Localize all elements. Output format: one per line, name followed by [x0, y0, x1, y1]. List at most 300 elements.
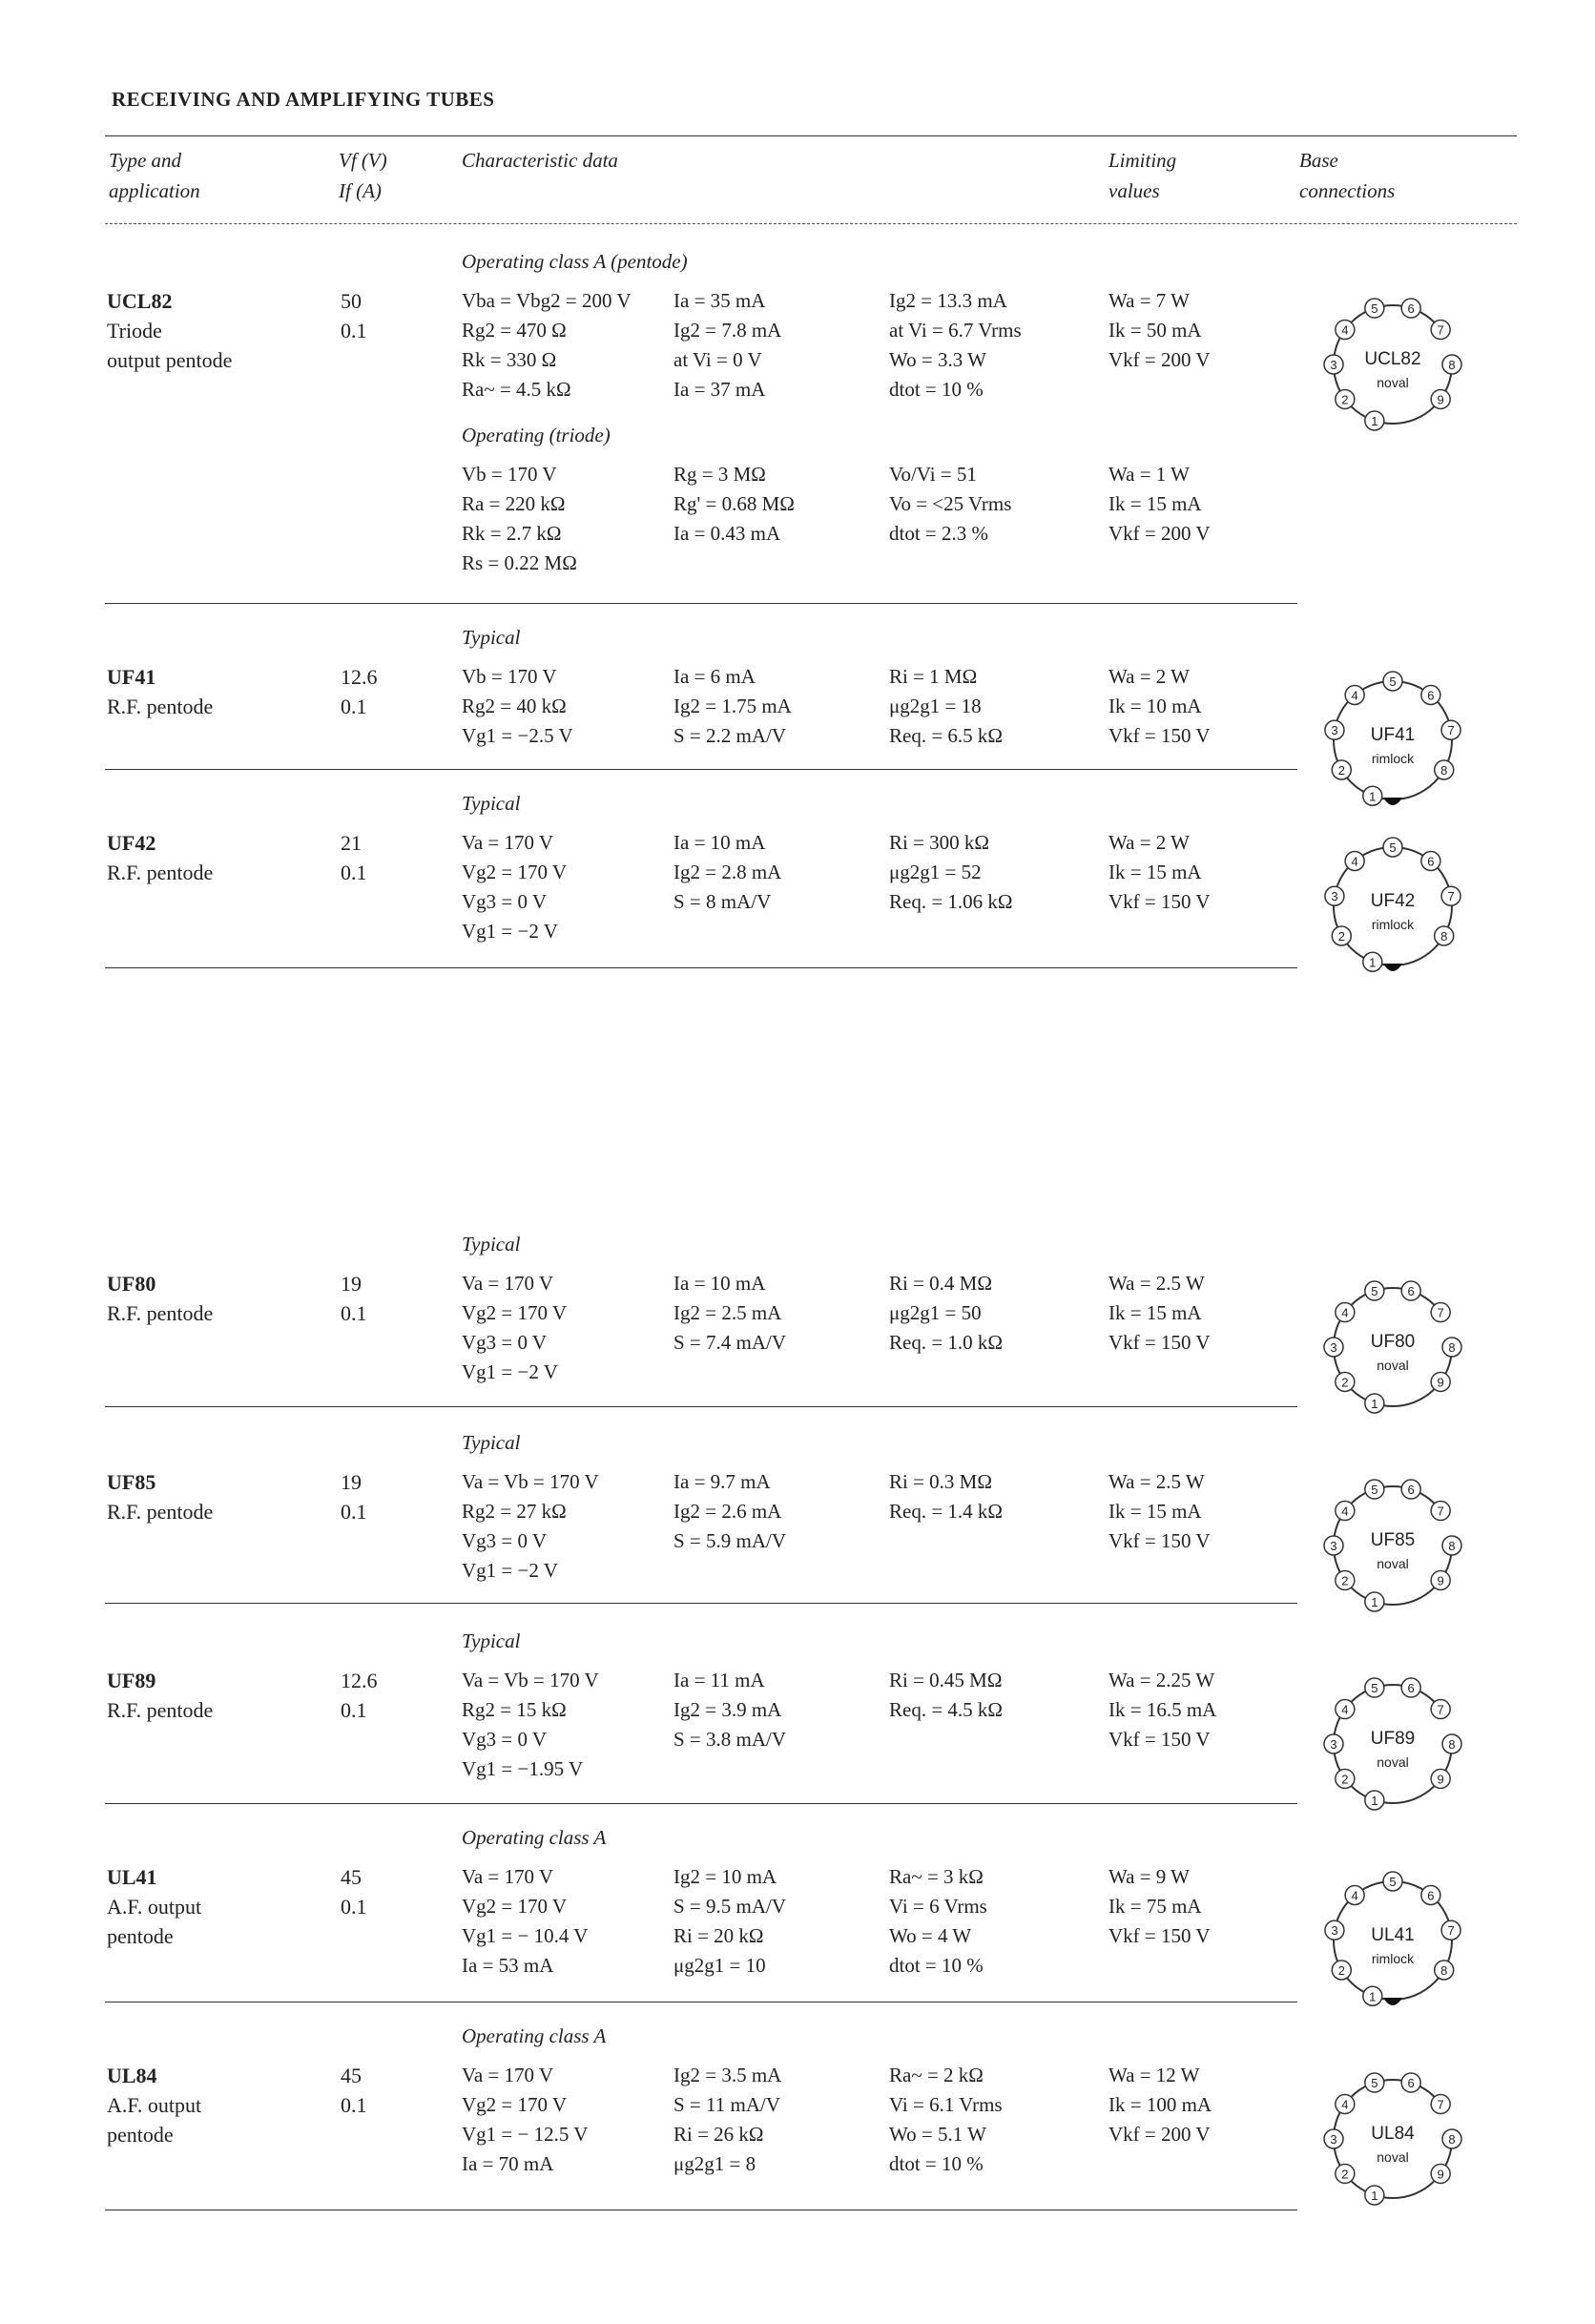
data-value: Ia = 6 mA: [673, 665, 756, 688]
data-value: Vo/Vi = 51: [889, 463, 977, 486]
svg-text:3: 3: [1330, 1539, 1337, 1553]
data-value: Ia = 11 mA: [673, 1669, 765, 1691]
svg-text:7: 7: [1447, 723, 1455, 738]
data-value: Rs = 0.22 MΩ: [462, 551, 577, 574]
tube-name: UL41: [107, 1865, 157, 1889]
data-column-1: [462, 1269, 567, 1387]
data-value: dtot = 10 %: [889, 1954, 984, 1977]
pin-1: [1365, 1592, 1384, 1611]
svg-text:4: 4: [1351, 854, 1358, 869]
data-column-4: [1108, 286, 1211, 375]
tube-type: [107, 662, 213, 721]
data-value: S = 2.2 mA/V: [673, 724, 787, 747]
data-value: at Vi = 0 V: [673, 348, 762, 371]
pin-8: [1442, 1734, 1461, 1753]
base-diagram-ul41: [1297, 1845, 1488, 2036]
data-value: Vkf = 150 V: [1108, 724, 1211, 747]
heater-voltage: 12.6: [341, 665, 378, 689]
svg-text:1: 1: [1369, 789, 1377, 804]
data-value: S = 11 mA/V: [673, 2093, 780, 2116]
pin-1: [1365, 1791, 1384, 1810]
data-value: S = 7.4 mA/V: [673, 1331, 787, 1354]
pin-5: [1365, 2073, 1384, 2092]
data-column-3: [889, 828, 1013, 917]
tube-name: UF41: [107, 665, 156, 689]
heater-values: [341, 1467, 367, 1526]
svg-text:2: 2: [1337, 763, 1345, 778]
pin-8: [1435, 1961, 1454, 1980]
data-value: Ig2 = 13.3 mA: [889, 289, 1007, 312]
data-value: Vkf = 150 V: [1108, 1331, 1211, 1354]
svg-text:6: 6: [1407, 1284, 1415, 1299]
data-value: Ra~ = 4.5 kΩ: [462, 378, 571, 401]
pin-6: [1421, 1886, 1440, 1905]
pin-3: [1325, 1920, 1344, 1940]
svg-text:3: 3: [1331, 889, 1338, 904]
tube-name: UF85: [107, 1470, 156, 1494]
pin-8: [1435, 926, 1454, 945]
pin-7: [1431, 1303, 1450, 1322]
heater-current: 0.1: [341, 1895, 367, 1919]
data-value: Va = Vb = 170 V: [462, 1470, 599, 1493]
pin-8: [1442, 1338, 1461, 1357]
data-value: Ig2 = 3.5 mA: [673, 2064, 782, 2086]
data-column-1: [462, 1467, 599, 1586]
svg-text:1: 1: [1369, 1989, 1377, 2004]
header-bottom-rule: [105, 223, 1517, 224]
data-column-1: [462, 828, 567, 946]
data-value: Vkf = 200 V: [1108, 2123, 1211, 2146]
data-value: dtot = 10 %: [889, 378, 984, 401]
heater-values: [341, 2061, 367, 2120]
operating-label: Operating class A: [462, 1826, 607, 1849]
heater-current: 0.1: [341, 695, 367, 718]
tube-application: R.F. pentode: [107, 861, 214, 884]
data-value: Wa = 12 W: [1108, 2064, 1200, 2086]
data-column-4: [1108, 1269, 1211, 1358]
header-top-rule: [105, 135, 1517, 136]
pin-4: [1345, 686, 1364, 705]
data-value: Vg1 = −2 V: [462, 920, 558, 943]
data-value: S = 5.9 mA/V: [673, 1529, 787, 1552]
tube-type: [107, 828, 213, 887]
heater-voltage: 12.6: [341, 1669, 378, 1692]
data-value: Ig2 = 10 mA: [673, 1865, 777, 1888]
tube-application: R.F. pentode: [107, 1301, 214, 1325]
base-tube-label: UCL82: [1364, 349, 1421, 369]
data-value: Wa = 2.5 W: [1108, 1470, 1205, 1493]
pin-9: [1431, 1372, 1450, 1391]
tube-type: [107, 1467, 213, 1526]
svg-text:2: 2: [1341, 1375, 1349, 1390]
base-tube-label: UF89: [1370, 1729, 1416, 1749]
operating-label: Typical: [462, 792, 521, 815]
base-type-label: rimlock: [1371, 751, 1415, 766]
tube-type: [107, 286, 232, 375]
base-diagram-ul84: [1297, 2044, 1488, 2234]
svg-text:1: 1: [1369, 955, 1377, 970]
pin-2: [1332, 1961, 1351, 1980]
data-column-3: [889, 2061, 1003, 2179]
base-diagram-uf42: [1297, 811, 1488, 1002]
pin-2: [1336, 389, 1355, 408]
data-column-2: [673, 460, 795, 549]
data-value: Ig2 = 7.8 mA: [673, 319, 782, 342]
pin-2: [1336, 1372, 1355, 1391]
data-value: Wo = 3.3 W: [889, 348, 986, 371]
pin-8: [1442, 2129, 1461, 2148]
svg-text:8: 8: [1440, 763, 1448, 778]
heater-values: [341, 1269, 367, 1328]
pin-1: [1365, 411, 1384, 430]
heater-values: [341, 662, 378, 721]
data-column-1: [462, 286, 632, 405]
data-column-2: [673, 286, 781, 405]
base-type-label: noval: [1377, 2149, 1409, 2165]
data-value: Rg2 = 470 Ω: [462, 319, 567, 342]
svg-text:6: 6: [1407, 1681, 1415, 1696]
svg-text:2: 2: [1337, 929, 1345, 944]
data-value: Vba = Vbg2 = 200 V: [462, 289, 632, 312]
svg-text:4: 4: [1351, 1888, 1358, 1903]
pin-6: [1401, 1480, 1420, 1499]
tube-application: A.F. output: [107, 2093, 202, 2117]
svg-text:9: 9: [1437, 1772, 1444, 1787]
data-value: Vkf = 200 V: [1108, 348, 1211, 371]
svg-text:4: 4: [1341, 1504, 1349, 1519]
svg-text:4: 4: [1351, 688, 1358, 703]
pin-5: [1383, 672, 1402, 691]
data-value: Vb = 170 V: [462, 463, 557, 486]
svg-text:6: 6: [1407, 301, 1415, 317]
data-value: Va = 170 V: [462, 2064, 554, 2086]
data-value: Ik = 15 mA: [1108, 492, 1202, 515]
pin-9: [1431, 1570, 1450, 1589]
pin-2: [1336, 1570, 1355, 1589]
data-column-3: [889, 662, 1003, 751]
data-value: Ik = 15 mA: [1108, 1500, 1202, 1523]
data-value: Vg3 = 0 V: [462, 1331, 548, 1354]
tube-application: R.F. pentode: [107, 1698, 214, 1722]
pin-3: [1324, 1536, 1343, 1555]
svg-text:6: 6: [1427, 688, 1435, 703]
pin-1: [1363, 952, 1382, 971]
tube-name: UF89: [107, 1669, 156, 1692]
header-characteristic: Characteristic data: [462, 149, 618, 172]
tube-type: [107, 1666, 213, 1725]
heater-current: 0.1: [341, 2093, 367, 2117]
pin-7: [1431, 1700, 1450, 1719]
pin-3: [1325, 886, 1344, 905]
pin-9: [1431, 2164, 1450, 2183]
svg-text:2: 2: [1341, 1772, 1349, 1787]
base-diagram-uf41: [1297, 645, 1488, 836]
tube-name: UF80: [107, 1272, 156, 1296]
data-value: Ig2 = 2.6 mA: [673, 1500, 782, 1523]
data-value: Vo = <25 Vrms: [889, 492, 1012, 515]
data-value: Ig2 = 1.75 mA: [673, 695, 792, 717]
pin-6: [1401, 1678, 1420, 1697]
svg-text:8: 8: [1440, 1963, 1448, 1978]
section-rule: [105, 603, 1297, 604]
pin-4: [1336, 2095, 1355, 2114]
base-tube-label: UL84: [1371, 2124, 1415, 2144]
data-value: Wa = 1 W: [1108, 463, 1190, 486]
data-value: Vg2 = 170 V: [462, 1301, 568, 1324]
svg-text:9: 9: [1437, 1573, 1444, 1588]
rimlock-key: [1383, 1998, 1402, 2005]
data-value: Wo = 4 W: [889, 1924, 972, 1947]
data-value: Wa = 2 W: [1108, 831, 1190, 854]
data-value: μg2g1 = 8: [673, 2152, 756, 2175]
base-type-label: noval: [1377, 1754, 1409, 1770]
svg-text:5: 5: [1371, 1483, 1378, 1498]
svg-text:6: 6: [1427, 854, 1435, 869]
svg-text:3: 3: [1331, 1923, 1338, 1939]
pin-4: [1345, 1886, 1364, 1905]
data-value: S = 8 mA/V: [673, 890, 772, 913]
data-value: Ia = 10 mA: [673, 1272, 766, 1295]
operating-label: Typical: [462, 1431, 521, 1454]
pin-4: [1345, 852, 1364, 871]
data-column-4: [1108, 460, 1211, 549]
pin-7: [1431, 321, 1450, 340]
pin-8: [1442, 1536, 1461, 1555]
svg-text:5: 5: [1389, 1875, 1397, 1889]
data-column-2: [673, 1666, 786, 1754]
data-value: Ia = 0.43 mA: [673, 522, 781, 545]
data-value: Ia = 35 mA: [673, 289, 766, 312]
data-value: Ik = 10 mA: [1108, 695, 1202, 717]
data-column-2: [673, 2061, 781, 2179]
base-tube-label: UF85: [1370, 1530, 1416, 1550]
data-value: Vg3 = 0 V: [462, 890, 548, 913]
pin-4: [1336, 1700, 1355, 1719]
data-column-1: [462, 460, 577, 578]
svg-text:3: 3: [1330, 2132, 1337, 2147]
data-value: Req. = 1.0 kΩ: [889, 1331, 1004, 1354]
svg-text:8: 8: [1448, 1539, 1456, 1553]
svg-text:5: 5: [1371, 2076, 1378, 2091]
header-vf: Vf (V) If (A): [339, 149, 387, 202]
data-column-3: [889, 286, 1022, 405]
svg-text:9: 9: [1437, 392, 1444, 407]
data-value: Wa = 2.5 W: [1108, 1272, 1205, 1295]
pin-1: [1365, 2186, 1384, 2205]
data-value: Ra~ = 3 kΩ: [889, 1865, 984, 1888]
data-value: Ra~ = 2 kΩ: [889, 2064, 984, 2086]
tube-application: A.F. output: [107, 1895, 202, 1919]
rimlock-key: [1383, 964, 1402, 971]
pin-6: [1401, 299, 1420, 318]
data-value: Rg = 3 MΩ: [673, 463, 766, 486]
section-rule: [105, 1406, 1297, 1407]
pin-3: [1324, 1338, 1343, 1357]
pin-2: [1332, 760, 1351, 779]
svg-text:1: 1: [1371, 1793, 1378, 1808]
heater-voltage: 19: [341, 1272, 362, 1296]
data-value: Ri = 0.45 MΩ: [889, 1669, 1003, 1691]
data-value: Ia = 10 mA: [673, 831, 766, 854]
data-value: Vi = 6 Vrms: [889, 1895, 987, 1918]
data-column-3: [889, 460, 1011, 549]
section-rule: [105, 1803, 1297, 1804]
heater-current: 0.1: [341, 1698, 367, 1722]
data-value: Vg3 = 0 V: [462, 1728, 548, 1751]
data-value: Vg2 = 170 V: [462, 2093, 568, 2116]
tube-application: pentode: [107, 2123, 174, 2147]
svg-text:1: 1: [1371, 1594, 1378, 1609]
data-column-2: [673, 1269, 786, 1358]
data-value: Vg1 = − 12.5 V: [462, 2123, 589, 2146]
tube-type: [107, 1269, 213, 1328]
svg-text:1: 1: [1371, 413, 1378, 428]
section-rule: [105, 967, 1297, 968]
pin-5: [1383, 838, 1402, 857]
base-type-label: noval: [1377, 1556, 1409, 1571]
data-value: Vb = 170 V: [462, 665, 557, 688]
data-value: μg2g1 = 52: [889, 861, 982, 883]
data-value: Req. = 4.5 kΩ: [889, 1698, 1004, 1721]
pin-4: [1336, 321, 1355, 340]
pin-1: [1363, 786, 1382, 805]
base-diagram-uf89: [1297, 1649, 1488, 1839]
pin-6: [1401, 1281, 1420, 1300]
svg-text:7: 7: [1437, 1305, 1444, 1320]
svg-text:4: 4: [1341, 2097, 1349, 2112]
svg-text:7: 7: [1437, 1504, 1444, 1519]
data-column-1: [462, 1666, 599, 1784]
pin-5: [1383, 1872, 1402, 1891]
svg-text:3: 3: [1330, 1340, 1337, 1355]
tube-application: R.F. pentode: [107, 1500, 214, 1524]
data-column-2: [673, 1862, 786, 1981]
rimlock-key: [1383, 798, 1402, 805]
data-value: Vkf = 200 V: [1108, 522, 1211, 545]
data-column-2: [673, 1467, 786, 1556]
pin-2: [1336, 1769, 1355, 1788]
pin-2: [1336, 2164, 1355, 2183]
pin-9: [1431, 1769, 1450, 1788]
svg-text:1: 1: [1371, 1396, 1378, 1411]
data-value: Vkf = 150 V: [1108, 1529, 1211, 1552]
operating-label: Operating class A: [462, 2024, 607, 2047]
data-value: at Vi = 6.7 Vrms: [889, 319, 1022, 342]
data-value: Ri = 0.4 MΩ: [889, 1272, 992, 1295]
svg-text:4: 4: [1341, 1305, 1349, 1320]
heater-values: [341, 286, 367, 345]
data-value: Rg2 = 40 kΩ: [462, 695, 567, 717]
svg-text:2: 2: [1341, 2167, 1349, 2182]
data-value: Rg' = 0.68 MΩ: [673, 492, 795, 515]
base-tube-label: UF80: [1370, 1332, 1416, 1352]
svg-text:5: 5: [1389, 674, 1397, 689]
svg-text:3: 3: [1331, 723, 1338, 738]
tube-application: R.F. pentode: [107, 695, 214, 718]
data-value: Rk = 2.7 kΩ: [462, 522, 562, 545]
data-value: Vg1 = −2 V: [462, 1360, 558, 1383]
svg-text:7: 7: [1447, 889, 1455, 904]
base-type-label: rimlock: [1371, 1951, 1415, 1966]
base-type-label: rimlock: [1371, 917, 1415, 932]
heater-current: 0.1: [341, 1301, 367, 1325]
page-title: RECEIVING AND AMPLIFYING TUBES: [112, 88, 495, 111]
data-column-4: [1108, 828, 1211, 917]
header-limiting: Limiting values: [1108, 149, 1177, 202]
base-type-label: noval: [1377, 1358, 1409, 1373]
svg-text:5: 5: [1389, 840, 1397, 855]
data-value: μg2g1 = 10: [673, 1954, 766, 1977]
data-value: Ri = 0.3 MΩ: [889, 1470, 992, 1493]
pin-2: [1332, 926, 1351, 945]
tube-application: Triode: [107, 319, 162, 342]
pin-6: [1421, 686, 1440, 705]
data-column-3: [889, 1862, 987, 1981]
data-value: Va = 170 V: [462, 831, 554, 854]
data-value: Wa = 2.25 W: [1108, 1669, 1215, 1691]
section-rule: [105, 769, 1297, 770]
data-value: Vg1 = −2 V: [462, 1559, 558, 1582]
svg-text:4: 4: [1341, 322, 1349, 338]
heater-voltage: 45: [341, 2064, 362, 2087]
pin-7: [1441, 886, 1460, 905]
data-column-4: [1108, 1666, 1216, 1754]
data-value: Rg2 = 15 kΩ: [462, 1698, 567, 1721]
base-tube-label: UL41: [1371, 1925, 1415, 1945]
data-column-3: [889, 1467, 1003, 1526]
svg-text:1: 1: [1371, 2188, 1378, 2203]
svg-text:2: 2: [1337, 1963, 1345, 1978]
data-value: Ia = 9.7 mA: [673, 1470, 771, 1493]
data-value: Rk = 330 Ω: [462, 348, 557, 371]
heater-current: 0.1: [341, 319, 367, 342]
data-value: dtot = 10 %: [889, 2152, 984, 2175]
data-value: Req. = 1.06 kΩ: [889, 890, 1013, 913]
tube-name: UF42: [107, 831, 156, 855]
data-value: Req. = 1.4 kΩ: [889, 1500, 1004, 1523]
data-value: Ig2 = 2.5 mA: [673, 1301, 782, 1324]
heater-voltage: 19: [341, 1470, 362, 1494]
pin-4: [1336, 1502, 1355, 1521]
operating-label: Operating class A (pentode): [462, 250, 688, 273]
data-value: Ig2 = 2.8 mA: [673, 861, 782, 883]
header-type: Type and application: [109, 149, 200, 202]
data-value: Vg1 = − 10.4 V: [462, 1924, 589, 1947]
svg-text:6: 6: [1407, 1483, 1415, 1498]
data-value: Ia = 70 mA: [462, 2152, 554, 2175]
data-value: Vg1 = −2.5 V: [462, 724, 573, 747]
tube-type: [107, 2061, 201, 2149]
svg-text:5: 5: [1371, 1284, 1378, 1299]
svg-text:5: 5: [1371, 1681, 1378, 1696]
data-value: Va = 170 V: [462, 1272, 554, 1295]
section-rule: [105, 1603, 1297, 1604]
pin-1: [1363, 1986, 1382, 2005]
data-value: Vkf = 150 V: [1108, 1924, 1211, 1947]
data-value: Ik = 100 mA: [1108, 2093, 1212, 2116]
svg-text:7: 7: [1437, 1702, 1444, 1717]
pin-3: [1324, 1734, 1343, 1753]
data-column-4: [1108, 2061, 1212, 2149]
pin-3: [1325, 720, 1344, 739]
pin-8: [1435, 760, 1454, 779]
data-value: Vg2 = 170 V: [462, 861, 568, 883]
data-column-3: [889, 1666, 1003, 1725]
data-value: Ik = 50 mA: [1108, 319, 1202, 342]
heater-values: [341, 1862, 367, 1921]
heater-voltage: 21: [341, 831, 362, 855]
svg-text:2: 2: [1341, 1573, 1349, 1588]
